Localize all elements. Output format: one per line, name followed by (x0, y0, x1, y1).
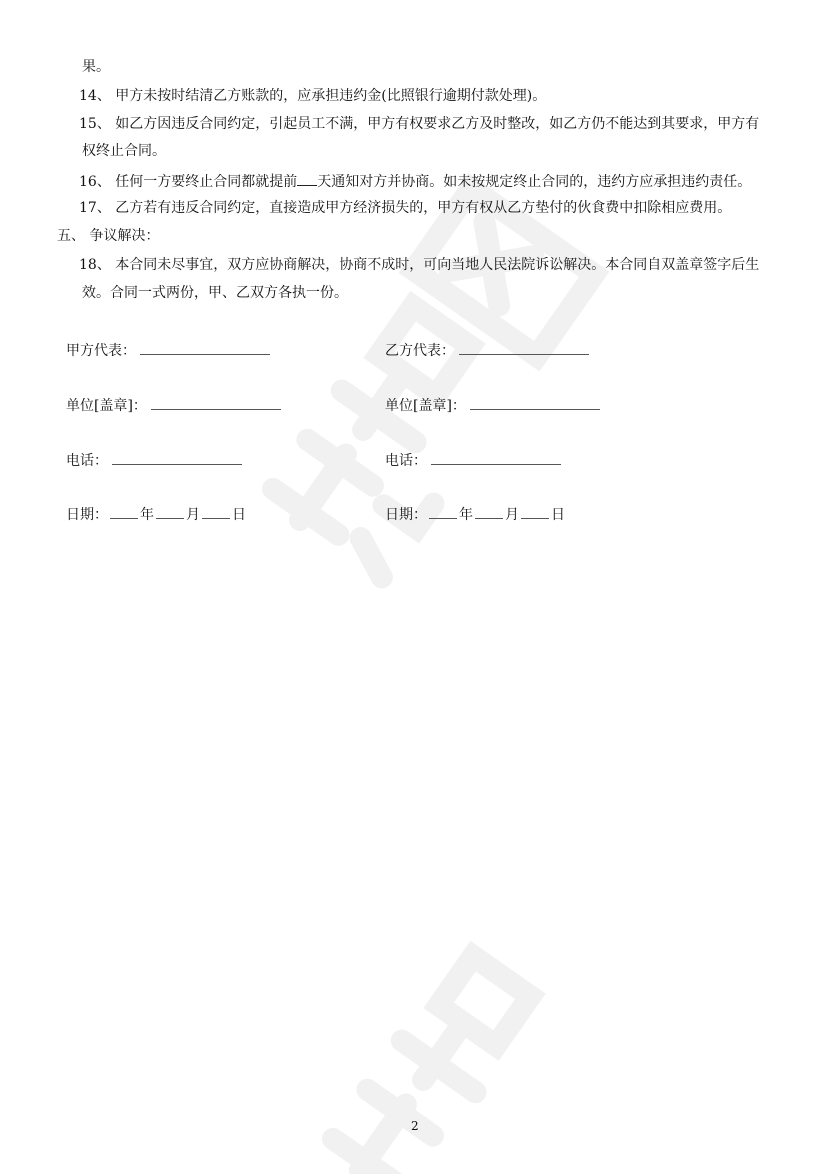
signature-line (112, 451, 242, 465)
party-a-phone (66, 451, 242, 470)
label: 甲方代表： (66, 343, 136, 359)
signature-line (140, 341, 270, 355)
text-line: 效。合同一式两份，甲、乙双方各执一份。 (82, 285, 348, 301)
page-number: 2 (411, 1119, 419, 1133)
party-b-date (385, 505, 565, 524)
clause-18 (79, 256, 759, 274)
clause-number: 16、 (79, 174, 111, 190)
clause-text: 天通知对方并协商。如未按规定终止合同的，违约方应承担违约责任。 (317, 174, 752, 190)
clause-16 (79, 171, 751, 191)
label: 日期： (385, 507, 427, 523)
party-b-phone (385, 451, 561, 470)
blank-field (110, 505, 138, 519)
party-b-unit (385, 396, 600, 415)
label: 日 (551, 507, 565, 523)
label: 单位[盖章]： (66, 398, 147, 414)
label: 单位[盖章]： (385, 398, 466, 414)
clause-number: 17、 (79, 200, 111, 216)
blank-field (202, 505, 230, 519)
blank-field (156, 505, 184, 519)
text-line: 权终止合同。 (82, 143, 166, 159)
signature-line (459, 341, 589, 355)
clause-14 (79, 87, 546, 105)
signature-line (431, 451, 561, 465)
label: 日 (232, 507, 246, 523)
label: 年 (140, 507, 154, 523)
blank-field (297, 171, 317, 186)
party-a-rep (66, 341, 270, 360)
label: 日期： (66, 507, 108, 523)
section-heading: 五、 争议解决： (57, 228, 160, 244)
clause-text: 乙方若有违反合同约定，直接造成甲方经济损失的，甲方有权从乙方垫付的伙食费中扣除相应费用。 (115, 200, 732, 216)
clause-17 (79, 199, 731, 217)
clause-text: 任何一方要终止合同都就提前 (115, 174, 298, 190)
blank-field (475, 505, 503, 519)
label: 乙方代表： (385, 343, 455, 359)
label: 月 (186, 507, 200, 523)
label: 年 (459, 507, 473, 523)
label: 电话： (66, 453, 108, 469)
clause-15 (79, 115, 759, 133)
party-b-rep (385, 341, 589, 360)
label: 月 (505, 507, 519, 523)
signature-line (151, 396, 281, 410)
signature-line (470, 396, 600, 410)
text-line: 果。 (82, 59, 110, 75)
clause-text: 本合同未尽事宜，双方应协商解决，协商不成时，可向当地人民法院诉讼解决。本合同自双盖章签字后生 (115, 257, 760, 273)
party-a-date (66, 505, 246, 524)
label: 电话： (385, 453, 427, 469)
clause-text: 甲方未按时结清乙方账款的，应承担违约金(比照银行逾期付款处理)。 (115, 88, 547, 104)
clause-number: 14、 (79, 88, 111, 104)
clause-number: 18、 (79, 257, 111, 273)
blank-field (521, 505, 549, 519)
party-a-unit (66, 396, 281, 415)
blank-field (429, 505, 457, 519)
clause-text: 如乙方因违反合同约定，引起员工不满，甲方有权要求乙方及时整改，如乙方仍不能达到其要求，甲方有 (115, 116, 760, 132)
clause-number: 15、 (79, 116, 111, 132)
